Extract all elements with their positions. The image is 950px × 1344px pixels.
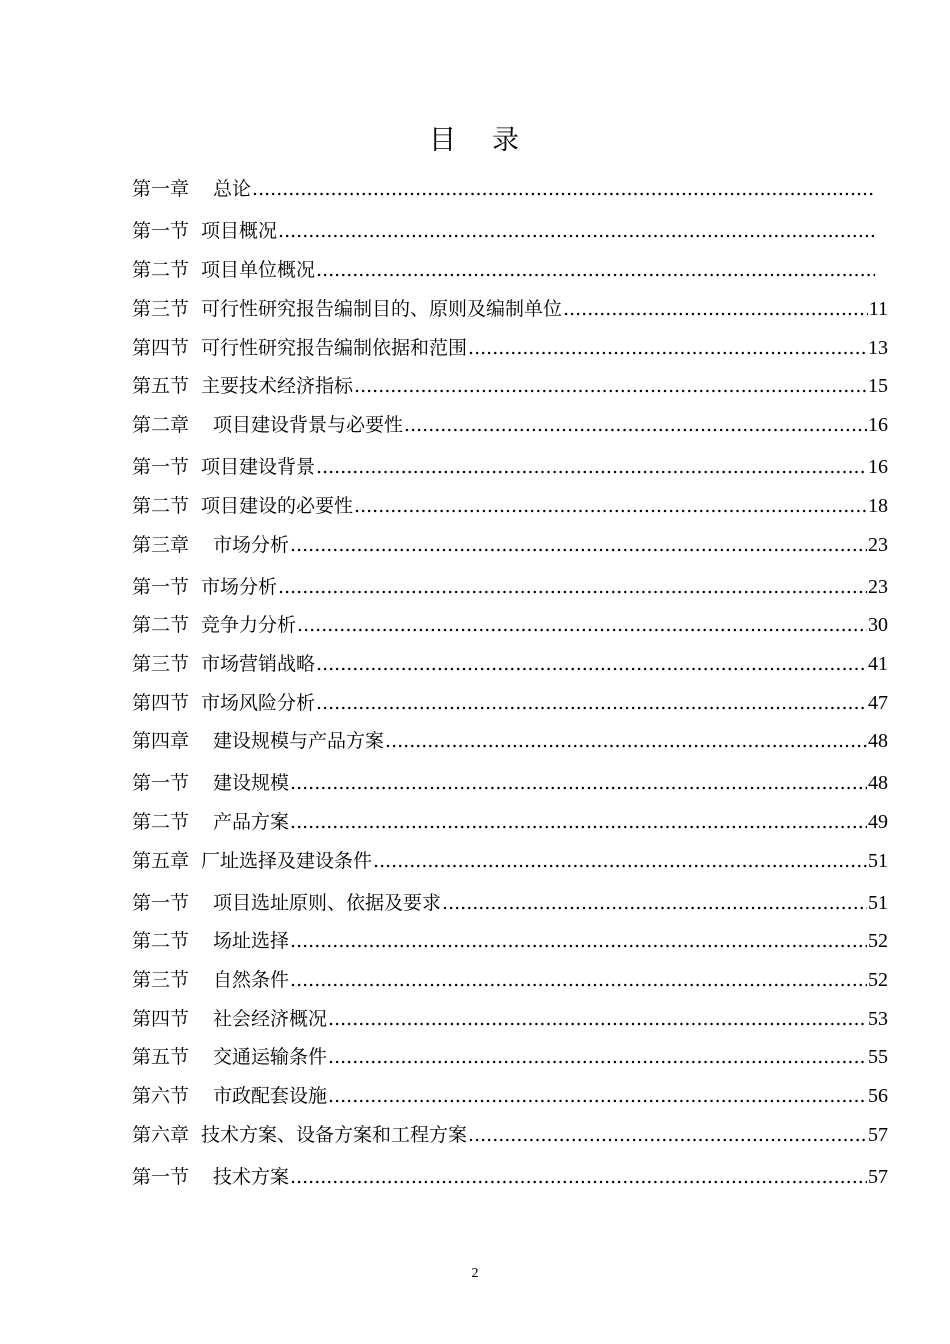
toc-entry[interactable] [132, 294, 888, 324]
toc-page: 48 [868, 772, 888, 794]
toc-text: 可行性研究报告编制依据和范围 [201, 337, 468, 359]
toc-text: 交通运输条件 [213, 1046, 328, 1068]
toc-entry[interactable] [132, 926, 888, 956]
toc-page: 56 [868, 1085, 888, 1107]
toc-page: 47 [868, 692, 888, 714]
toc-page: 41 [868, 653, 888, 675]
toc-text: 主要技术经济指标 [201, 375, 354, 397]
toc-entry[interactable] [132, 452, 888, 482]
toc-entry[interactable] [132, 530, 888, 560]
toc-text: 项目概况 [201, 220, 278, 242]
toc-text: 技术方案 [213, 1166, 290, 1188]
toc-entry[interactable] [132, 1042, 888, 1072]
toc-heading: 第六章 [132, 1124, 190, 1146]
toc-heading: 第一节 [132, 456, 190, 478]
toc-entry[interactable] [132, 610, 888, 640]
toc-heading: 第一节 [132, 772, 190, 794]
toc-text: 项目建设背景 [201, 456, 316, 478]
toc-text: 市场风险分析 [201, 692, 316, 714]
toc-heading: 第三节 [132, 298, 190, 320]
toc-entry[interactable] [132, 807, 888, 837]
toc-entry[interactable] [132, 491, 888, 521]
toc-page: 51 [868, 892, 888, 914]
toc-heading: 第四节 [132, 692, 190, 714]
toc-page: 30 [868, 614, 888, 636]
toc-title-char-1: 目 [429, 125, 458, 156]
toc-text: 厂址选择及建设条件 [201, 850, 373, 872]
toc-heading: 第二节 [132, 259, 190, 281]
toc-page: 51 [868, 850, 888, 872]
toc-text: 市场营销战略 [201, 653, 316, 675]
toc-page: 11 [868, 298, 888, 320]
toc-page: 23 [868, 534, 888, 556]
toc-text: 市场分析 [213, 534, 290, 556]
toc-heading: 第一节 [132, 220, 190, 242]
toc-entry[interactable] [132, 846, 888, 876]
toc-heading: 第四节 [132, 1008, 190, 1030]
toc-heading: 第一章 [132, 178, 190, 200]
toc-heading: 第三章 [132, 534, 190, 556]
toc-heading: 第二节 [132, 495, 190, 517]
toc-heading: 第二章 [132, 414, 190, 436]
toc-entry[interactable] [132, 1120, 888, 1150]
toc-text: 项目选址原则、依据及要求 [213, 892, 442, 914]
toc-text: 建设规模 [213, 772, 290, 794]
toc-page: 55 [868, 1046, 888, 1068]
toc-heading: 第三节 [132, 653, 190, 675]
toc-entry[interactable] [132, 572, 888, 602]
toc-heading: 第五节 [132, 375, 190, 397]
toc-page: 52 [868, 930, 888, 952]
toc-heading: 第一节 [132, 892, 190, 914]
toc-text: 可行性研究报告编制目的、原则及编制单位 [201, 298, 563, 320]
toc-title [0, 118, 950, 157]
toc-text: 自然条件 [213, 969, 290, 991]
toc-text: 建设规模与产品方案 [213, 730, 385, 752]
toc-entry[interactable] [132, 726, 888, 756]
toc-entry[interactable] [132, 216, 876, 246]
toc-page: 13 [868, 337, 888, 359]
toc-page: 57 [868, 1166, 888, 1188]
toc-page: 16 [868, 414, 888, 436]
toc-text: 项目单位概况 [201, 259, 316, 281]
toc-heading: 第六节 [132, 1085, 190, 1107]
toc-heading: 第五章 [132, 850, 190, 872]
toc-text: 项目建设背景与必要性 [213, 414, 404, 436]
toc-entry[interactable] [132, 768, 888, 798]
toc-heading: 第二节 [132, 930, 190, 952]
toc-entry[interactable] [132, 649, 888, 679]
toc-text: 竞争力分析 [201, 614, 297, 636]
toc-heading: 第二节 [132, 811, 190, 833]
toc-entry[interactable] [132, 371, 888, 401]
toc-entry[interactable] [132, 174, 876, 204]
toc-entry[interactable] [132, 255, 876, 285]
toc-page: 53 [868, 1008, 888, 1030]
toc-heading: 第五节 [132, 1046, 190, 1068]
toc-entry[interactable] [132, 888, 888, 918]
toc-entry[interactable] [132, 1004, 888, 1034]
toc-page: 52 [868, 969, 888, 991]
toc-heading: 第一节 [132, 1166, 190, 1188]
toc-entry[interactable] [132, 1081, 888, 1111]
toc-heading: 第四节 [132, 337, 190, 359]
toc-entry[interactable] [132, 688, 888, 718]
toc-page: 15 [868, 375, 888, 397]
toc-page: 16 [868, 456, 888, 478]
toc-text: 市政配套设施 [213, 1085, 328, 1107]
toc-text: 社会经济概况 [213, 1008, 328, 1030]
toc-text: 项目建设的必要性 [201, 495, 354, 517]
toc-page: 18 [868, 495, 888, 517]
toc-entry[interactable] [132, 333, 888, 363]
toc-title-char-2: 录 [492, 125, 521, 156]
toc-heading: 第一节 [132, 576, 190, 598]
toc-page: 48 [868, 730, 888, 752]
toc-heading: 第二节 [132, 614, 190, 636]
toc-page: 23 [868, 576, 888, 598]
toc-heading: 第三节 [132, 969, 190, 991]
toc-text: 技术方案、设备方案和工程方案 [201, 1124, 468, 1146]
toc-text: 总论 [213, 178, 252, 200]
page-number: 2 [471, 1266, 479, 1281]
toc-text: 产品方案 [213, 811, 290, 833]
toc-text: 场址选择 [213, 930, 290, 952]
toc-heading: 第四章 [132, 730, 190, 752]
toc-page: 57 [868, 1124, 888, 1146]
toc-text: 市场分析 [201, 576, 278, 598]
toc-entry[interactable] [132, 1162, 888, 1192]
toc-entry[interactable] [132, 965, 888, 995]
toc-entry[interactable] [132, 410, 888, 440]
toc-page: 49 [868, 811, 888, 833]
